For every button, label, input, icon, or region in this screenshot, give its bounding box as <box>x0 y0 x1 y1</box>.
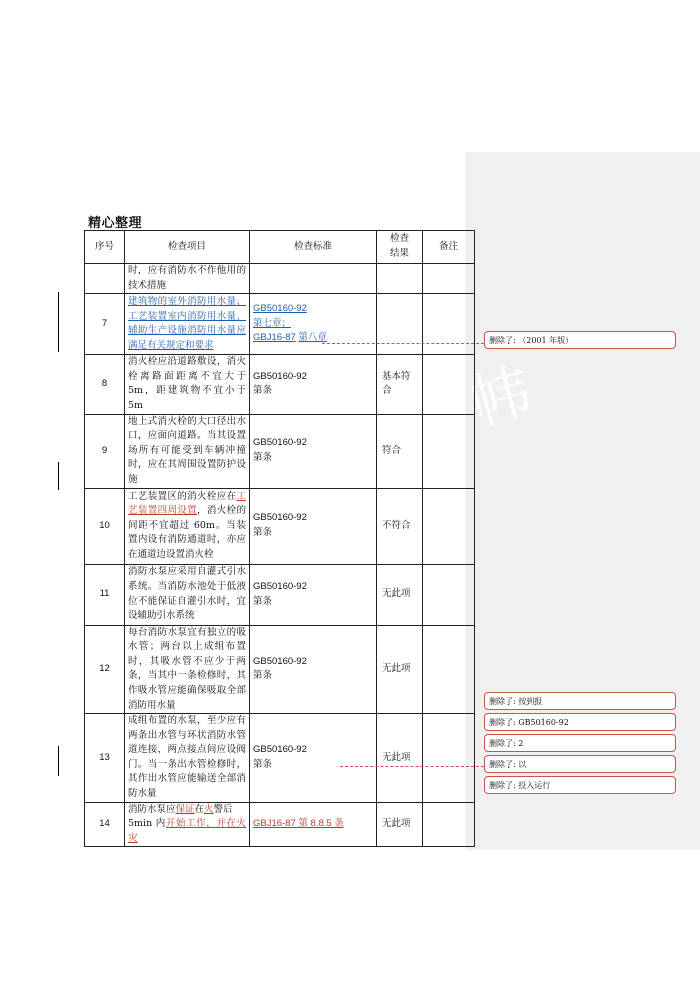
watermark-glyph: 帏 <box>463 356 540 440</box>
table-row <box>85 802 475 847</box>
header-no: 序号 <box>85 231 125 264</box>
row-item: 消防水泵应保证在火警后 5min 内开始工作，并在火灾 <box>125 802 250 847</box>
row-remark <box>423 564 475 625</box>
table-row <box>85 564 475 625</box>
row-no: 11 <box>85 564 125 625</box>
comment-balloon[interactable]: 删除了: 2 <box>484 734 676 752</box>
row-standard: GB50160-92 第条 <box>250 564 377 625</box>
row-remark <box>423 802 475 847</box>
row-standard: GB50160-92 第条 <box>250 625 377 714</box>
row-item: 每台消防水泵宜有独立的吸水管；两台以上成组布置时，其吸水管不应少于两条，当其中一条检修时，其作吸水管应能确保吸取全部消防用水量 <box>125 625 250 714</box>
row-result: 无此项 <box>377 714 423 803</box>
row-no: 12 <box>85 625 125 714</box>
table-header-row <box>85 231 475 264</box>
row-item: 成组布置的水泵，至少应有两条出水管与环状消防水管道连接，两点接点间应设阀门。当一条出水管检修时，其作出水管应能输送全部消防水量 <box>125 714 250 803</box>
change-bar <box>58 292 59 352</box>
inspection-table <box>84 230 475 847</box>
row-item: 地上式消火栓的大口径出水口，应面向道路。当其设置场所有可能受到车辆冲撞时，应在其周围设置防护设施 <box>125 414 250 488</box>
row-result: 无此项 <box>377 625 423 714</box>
row-result: 基本符合 <box>377 355 423 414</box>
row-result: 不符合 <box>377 488 423 564</box>
comment-balloon[interactable]: 删除了: （2001 年版） <box>484 331 676 349</box>
row-no: 14 <box>85 802 125 847</box>
comment-balloon[interactable]: 删除了: GB50160-92 <box>484 713 676 731</box>
row-standard: GBJ16-87 第 8.8.5 条 <box>250 802 377 847</box>
row-no: 8 <box>85 355 125 414</box>
row-remark <box>423 264 475 294</box>
row-no: 13 <box>85 714 125 803</box>
comment-leader <box>340 766 484 767</box>
comment-leader <box>322 343 484 344</box>
table-row <box>85 414 475 488</box>
header-standard: 检查标准 <box>250 231 377 264</box>
table-row <box>85 488 475 564</box>
row-remark <box>423 714 475 803</box>
table-row <box>85 294 475 355</box>
row-item: 消火栓应沿道路敷设，消火栓离路面距离不宜大于 5m，距建筑物不宜小于 5m <box>125 355 250 414</box>
comment-balloon[interactable]: 删除了: 按到报 <box>484 692 676 710</box>
row-result: 无此项 <box>377 802 423 847</box>
row-standard: GB50160-92 第条 <box>250 355 377 414</box>
row-remark <box>423 355 475 414</box>
row-standard: GB50160-92 第条 <box>250 414 377 488</box>
row-remark <box>423 414 475 488</box>
row-item: 建筑物的室外消防用水量、工艺装置室内消防用水量、辅助生产设施消防用水量应满足有关规定和要求 <box>125 294 250 355</box>
table-row <box>85 355 475 414</box>
row-no: 9 <box>85 414 125 488</box>
row-no <box>85 264 125 294</box>
header-result: 检查 结果 <box>377 231 423 264</box>
row-no: 7 <box>85 294 125 355</box>
header-remark: 备注 <box>423 231 475 264</box>
row-result: 符合 <box>377 414 423 488</box>
row-item: 时，应有消防水不作他用的技术措施 <box>125 264 250 294</box>
row-item: 工艺装置区的消火栓应在工艺装置四周设置，消火栓的间距不宜超过 60m。当装置内设有消防通道时，亦应在通道边设置消火栓 <box>125 488 250 564</box>
row-result <box>377 294 423 355</box>
page-title: 精心整理 <box>88 216 143 231</box>
row-standard <box>250 264 377 294</box>
row-item: 消防水泵应采用自灌式引水系统。当消防水池处于低液位不能保证自灌引水时，宜设辅助引水系统 <box>125 564 250 625</box>
row-remark <box>423 625 475 714</box>
comment-balloon[interactable]: 删除了: 以 <box>484 755 676 773</box>
table-row <box>85 264 475 294</box>
change-bar <box>58 462 59 490</box>
header-item: 检查项目 <box>125 231 250 264</box>
row-remark <box>423 294 475 355</box>
row-standard: GB50160-92 第条 <box>250 488 377 564</box>
table-row <box>85 625 475 714</box>
row-result <box>377 264 423 294</box>
change-bar <box>58 746 59 776</box>
row-result: 无此项 <box>377 564 423 625</box>
row-no: 10 <box>85 488 125 564</box>
table-row <box>85 714 475 803</box>
row-remark <box>423 488 475 564</box>
comment-balloon[interactable]: 删除了: 投入运行 <box>484 776 676 794</box>
row-standard: GB50160-92 第条 <box>250 714 377 803</box>
row-standard: GB50160-92 第七章； GBJ16-87 第八章 <box>250 294 377 355</box>
